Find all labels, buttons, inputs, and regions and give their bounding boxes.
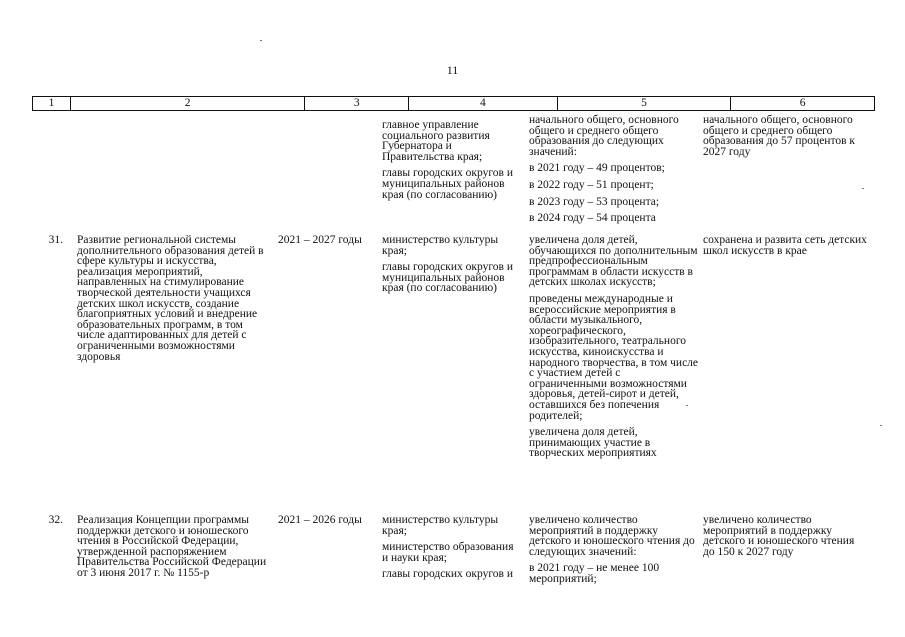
row-32-executor: главы городских округов и [382,568,514,581]
cont-result: в 2023 году – 53 процента; [529,195,660,208]
cont-result: в 2022 году – 51 процент; [529,178,654,191]
scan-speck [880,425,882,426]
cont-results-cell [529,115,699,224]
cont-result: начального общего, основного общего и среднего общего образования до следующих значений: [529,114,679,158]
cont-executor: главы городских округов и муниципальных районов края (по согласованию) [382,167,514,201]
row-32-results-cell [529,515,699,585]
row-32-executors-cell [382,515,517,580]
row-32-executor: министерство образования и науки края; [382,541,514,564]
row-32-name: Реализация Концепции программы поддержки детского и юношеского чтения в Российской Федерации, утвержденной распоряжением Правительства Российской Федерации от 3 июня 2017 г. № 1155-р [77,514,267,579]
row-31-name: Развитие региональной системы дополнительного образования детей в сфере культуры и искусства, реализация мероприятий, направленных на стимулирование творческой деятельности учащихся детских школ искусств, создание благоприятных условий и внедрение образовательных программ, в том числе адаптированных для детей с ограниченными возможностями здоровья [77,234,264,363]
row-31-executors-cell [382,235,517,294]
table-header-row [32,96,875,111]
row-31-result: увеличена доля детей, обучающихся по дополнительным предпрофессиональным программам в области искусств в детских школах искусств; [529,234,698,289]
row-31-final: сохранена и развита сеть детских школ искусств в крае [703,234,867,257]
row-31-result: проведены международные и всероссийские мероприятия в области музыкального, хореографического, изобразительного, театрального искусства, киноискусства и народного творчества, в том числе с участием детей с ограниченными возможностями здоровья, детей-сирот и детей, оставшихся без попечения родителей; [529,292,699,422]
header-col-6: 6 [799,97,806,109]
cont-final-cell: начального общего, основного общего и среднего общего образования до 57 процентов к 2027 году [703,114,855,158]
header-col-1: 1 [33,97,71,110]
header-col-4: 4 [409,97,558,110]
scan-speck [686,405,688,406]
page-number: 11 [446,63,459,77]
scan-speck [260,40,262,41]
row-32-executor: министерство культуры края; [382,514,499,537]
cont-result: в 2024 году – 54 процента [529,212,656,225]
row-32-final: увеличено количество мероприятий в поддержку детского и юношеского чтения до 150 к 2027 году [703,514,855,558]
row-32-period: 2021 – 2026 годы [278,514,362,526]
header-col-3: 3 [305,97,409,110]
row-31-result: увеличена доля детей, принимающих участие в творческих мероприятиях [529,426,657,460]
row-32-result: в 2021 году – не менее 100 мероприятий; [529,562,660,585]
row-32-result: увеличено количество мероприятий в поддержку детского и юношеского чтения до следующих значений: [529,514,695,558]
cont-result: в 2021 году – 49 процентов; [529,162,665,175]
scan-speck [862,188,864,189]
cont-executors-cell [382,120,517,200]
header-col-5: 5 [558,97,732,110]
row-32-number: 32. [48,514,63,526]
row-31-executor: министерство культуры края; [382,234,499,257]
row-31-period: 2021 – 2027 годы [278,234,362,246]
row-31-number: 31. [48,234,63,246]
header-col-2: 2 [71,97,305,110]
row-31-results-cell [529,235,699,459]
cont-executor: главное управление социального развития Губернатора и Правительства края; [382,119,490,163]
row-31-executor: главы городских округов и муниципальных районов края (по согласованию) [382,261,514,295]
